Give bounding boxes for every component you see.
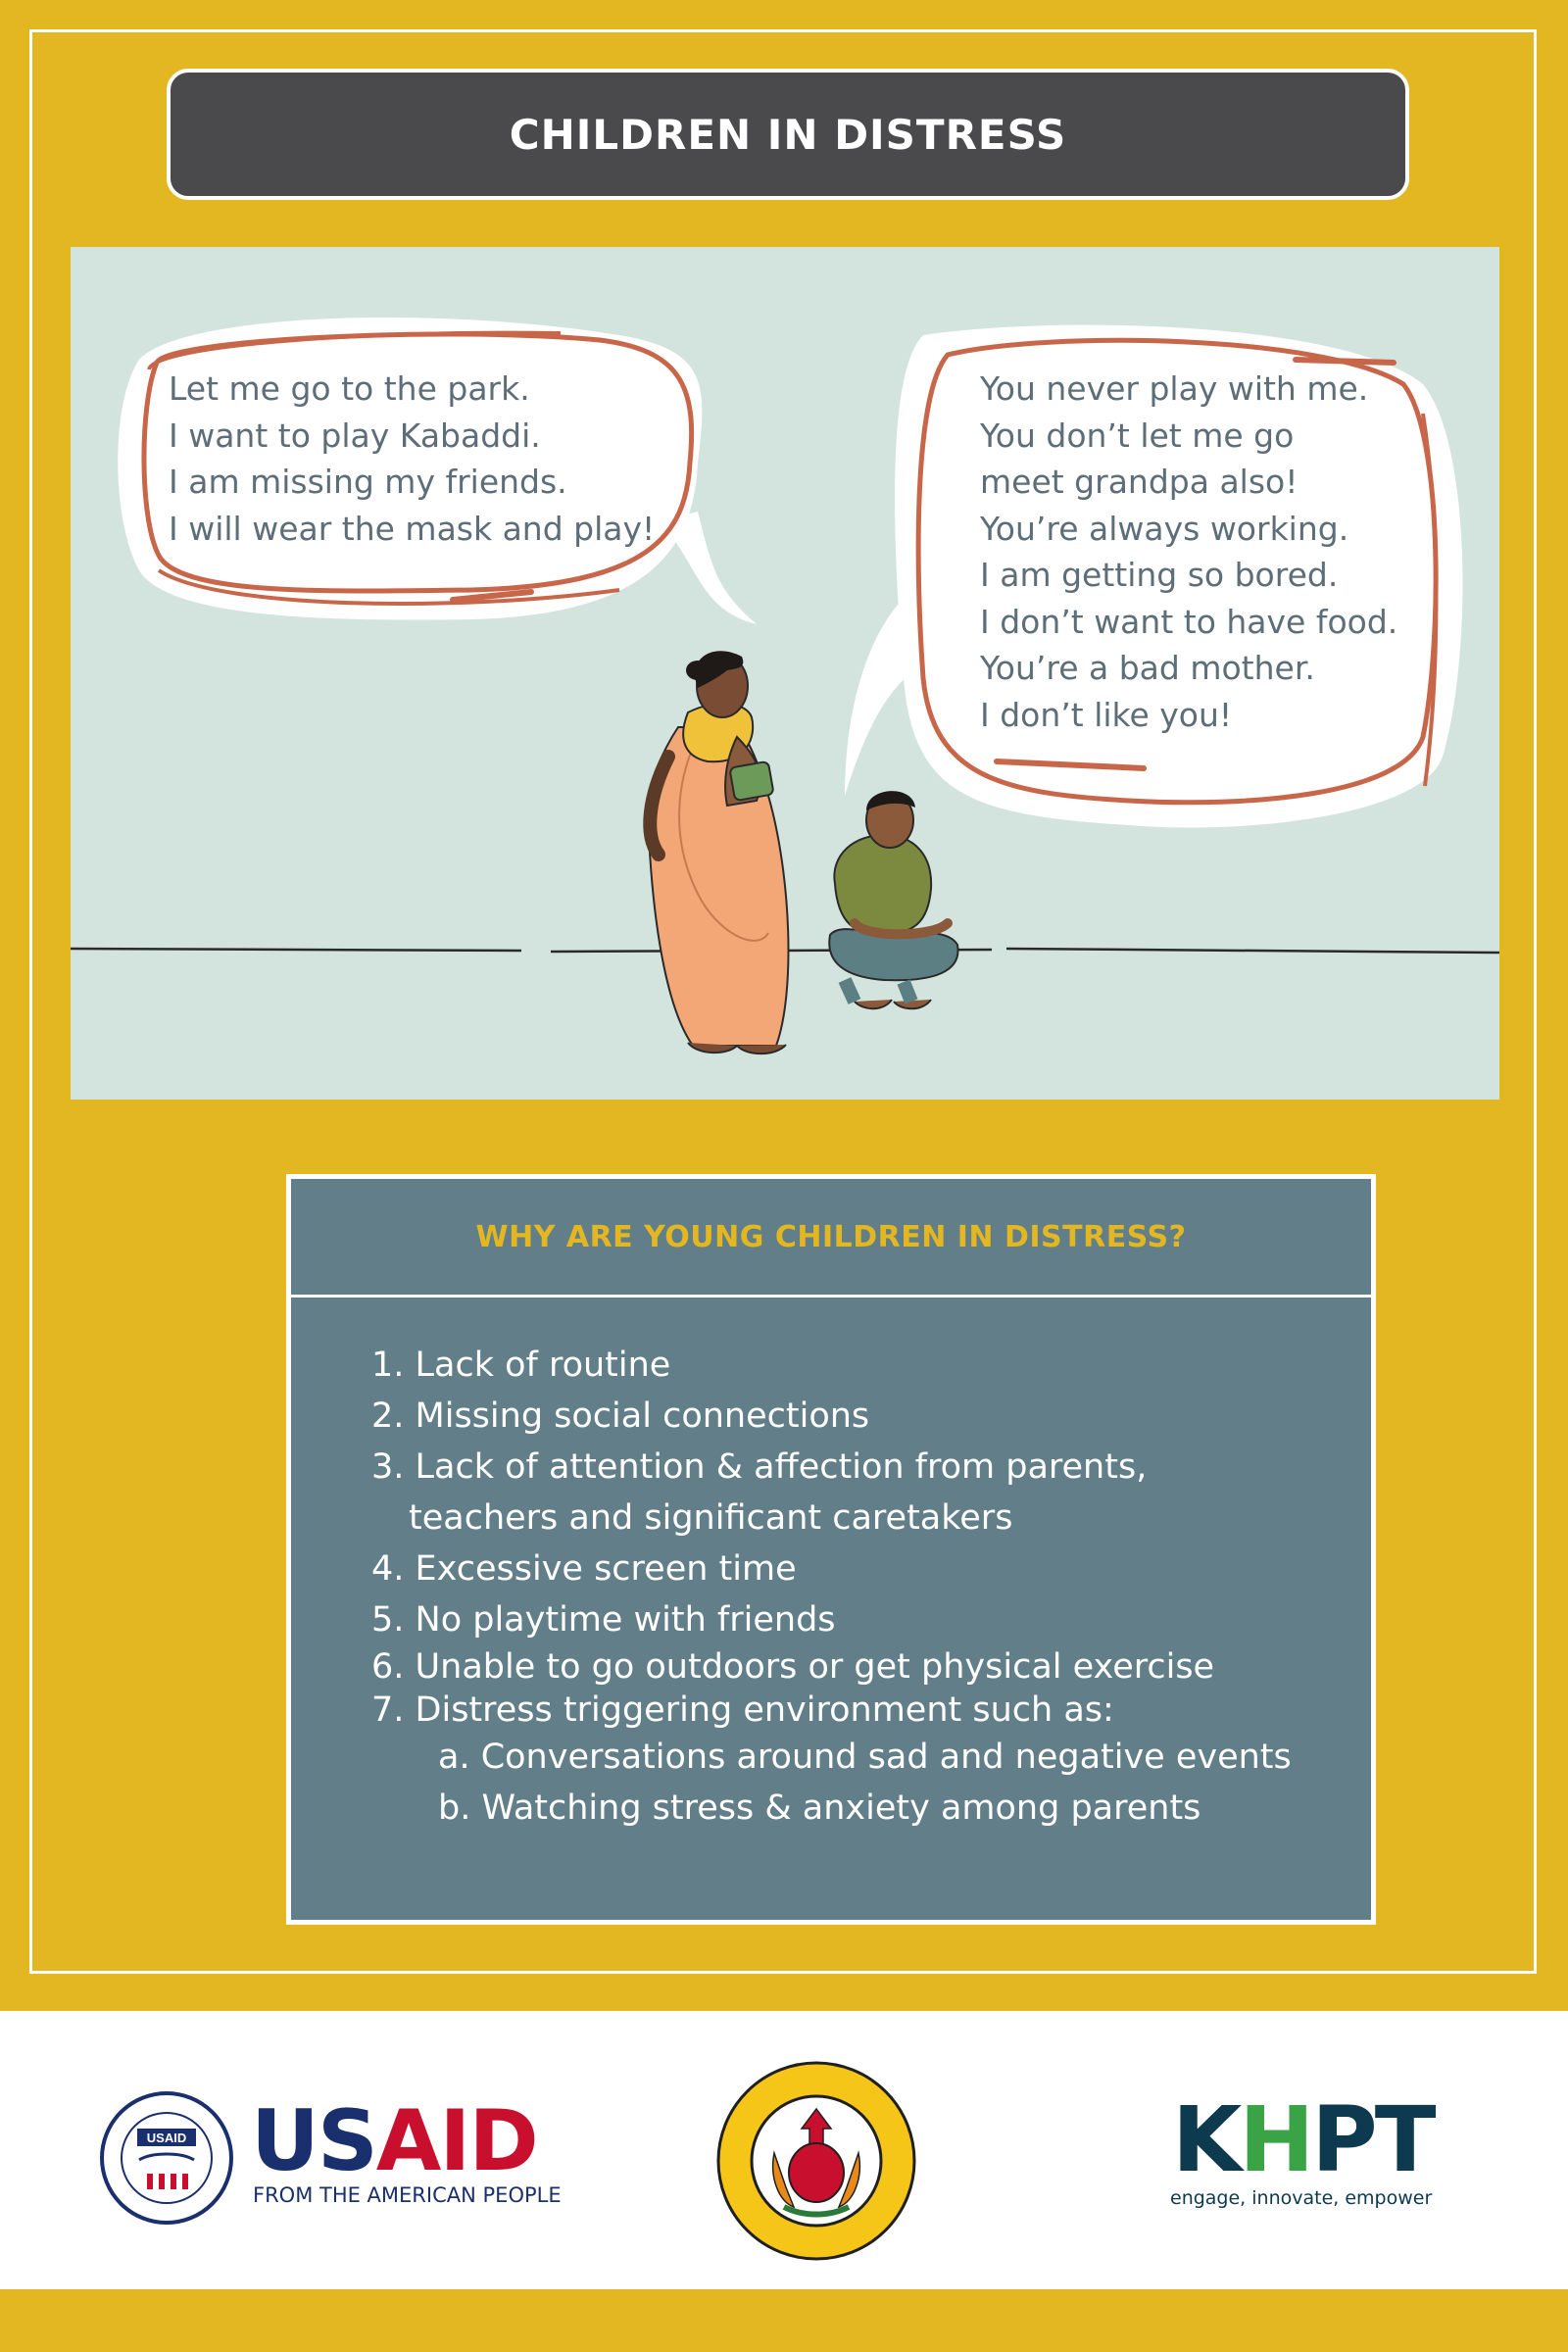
speech-line: I am missing my friends.: [169, 463, 567, 501]
reasons-panel: [286, 1174, 1376, 1925]
list-item: 5. No playtime with friends: [371, 1600, 836, 1640]
svg-text:USAID: USAID: [146, 2131, 187, 2145]
list-subitem: b. Watching stress & anxiety among parents: [438, 1788, 1201, 1828]
illustration-panel: [71, 247, 1499, 1100]
khpt-wordmark: KHPT: [1172, 2087, 1434, 2192]
karnataka-emblem-icon: [715, 2060, 917, 2262]
usaid-seal-icon: [98, 2089, 235, 2227]
speech-line: You don’t let me go: [980, 416, 1295, 455]
mother-figure: [648, 651, 788, 1054]
speech-line: I am getting so bored.: [980, 556, 1339, 594]
child-speech-text-right: [980, 366, 1397, 738]
reasons-list: [371, 1340, 1292, 1834]
list-item: 1. Lack of routine: [371, 1346, 671, 1385]
speech-line: I don’t like you!: [980, 695, 1233, 734]
usaid-tagline: FROM THE AMERICAN PEOPLE: [253, 2183, 562, 2207]
speech-line: meet grandpa also!: [980, 463, 1298, 501]
child-figure: [829, 791, 957, 1008]
list-item: 2. Missing social connections: [371, 1396, 870, 1436]
reasons-heading: WHY ARE YOUNG CHILDREN IN DISTRESS?: [475, 1219, 1187, 1254]
child-speech-text: [169, 366, 655, 552]
list-item: 7. Distress triggering environment such as:: [371, 1690, 1114, 1730]
list-item-continuation: teachers and significant caretakers: [409, 1498, 1013, 1538]
logo-footer: [0, 2011, 1568, 2289]
page-title: CHILDREN IN DISTRESS: [509, 110, 1067, 159]
khpt-tagline: engage, innovate, empower: [1170, 2187, 1433, 2209]
speech-line: I will wear the mask and play!: [169, 509, 656, 548]
list-item: 6. Unable to go outdoors or get physical exercise: [371, 1647, 1215, 1687]
speech-line: I want to play Kabaddi.: [169, 416, 541, 455]
list-item: 3. Lack of attention & affection from parents,: [371, 1447, 1148, 1487]
speech-line: I don’t want to have food.: [980, 602, 1398, 641]
speech-line: You never play with me.: [980, 369, 1369, 408]
speech-line: You’re always working.: [980, 509, 1349, 548]
heading-divider: [291, 1295, 1371, 1298]
speech-line: You’re a bad mother.: [980, 649, 1315, 687]
list-item: 4. Excessive screen time: [371, 1549, 797, 1589]
speech-line: Let me go to the park.: [169, 369, 530, 408]
title-banner: [167, 69, 1409, 200]
list-subitem: a. Conversations around sad and negative events: [438, 1738, 1292, 1777]
usaid-wordmark: USAID: [251, 2092, 537, 2190]
